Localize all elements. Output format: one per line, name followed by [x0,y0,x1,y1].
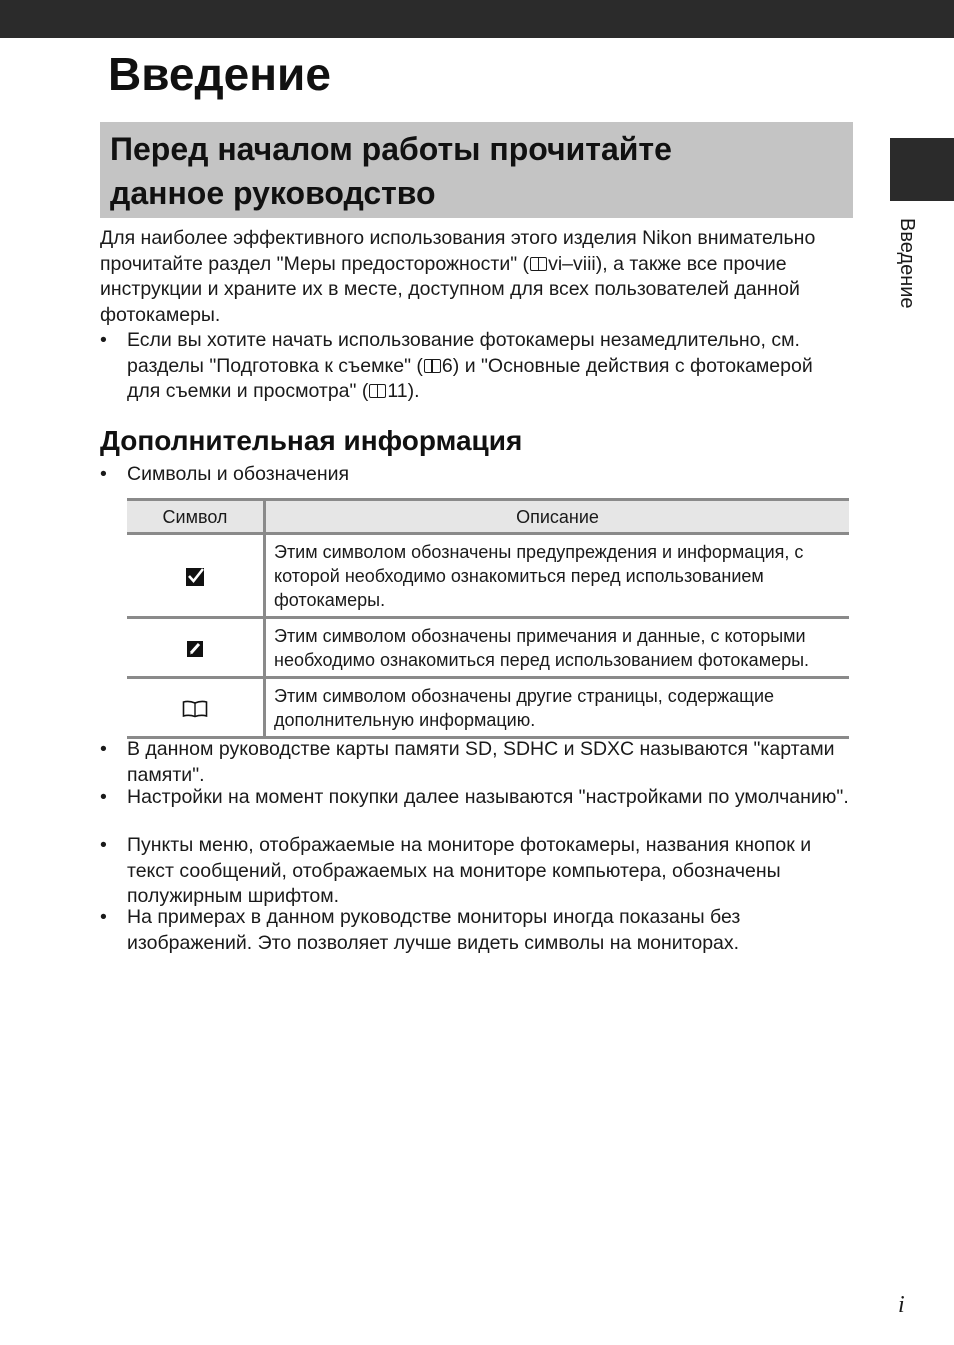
bullet-text: Символы и обозначения [127,463,350,485]
list-item [100,737,850,788]
note-pencil-icon [186,640,204,658]
intro-text-part2: ), а также все прочие инструкции и храните их в месте, доступном для всех пользователей данной фотокамеры. [100,252,800,326]
symbol-cell [127,618,265,678]
description-cell: Этим символом обозначены примечания и данные, с которыми необходимо ознакомиться перед использованием фотокамеры. [265,618,850,678]
bullet-text [127,328,850,405]
symbol-cell [127,678,265,738]
section-banner [100,122,853,218]
intro-ref: vi–viii [548,252,596,275]
bullet-text: На примерах в данном руководстве мониторы иногда показаны без изображений. Это позволяет лучше видеть символы на мониторах. [127,906,741,954]
section-title [110,127,843,215]
bullet-text: Настройки на момент покупки далее называются "настройками по умолчанию". [127,786,849,808]
table-row [127,618,849,678]
book-reference-icon [182,700,208,718]
book-reference-icon [424,359,441,373]
section-title-line2: данное руководство [110,175,436,211]
table-header-row [127,500,849,534]
list-item [100,833,850,910]
top-header-bar [0,0,954,38]
additional-info-heading: Дополнительная информация [100,425,523,456]
section-title-line1: Перед началом работы прочитайте [110,131,672,167]
intro-paragraph [100,226,850,328]
bullet-start-part1: Если вы хотите начать использование фотокамеры незамедлительно, см. разделы "Подготовка к съемке" ( [127,329,800,377]
description-cell: Этим символом обозначены предупреждения и информация, с которой необходимо ознакомиться перед использованием фотокамеры. [265,534,850,618]
bullet-text: Пункты меню, отображаемые на мониторе фотокамеры, названия кнопок и текст сообщений, отображаемых на мониторе компьютера, обозначены полужирным шрифтом. [127,834,812,907]
book-reference-icon [530,257,547,271]
list-item [100,462,850,488]
table-row [127,534,849,618]
intro-text-part1: Для наиболее эффективного использования этого изделия Nikon внимательно прочитайте раздел "Меры предосторожности" ( [100,227,816,275]
list-item [100,905,850,956]
table-row [127,678,849,738]
chapter-side-label: Введение [896,218,918,309]
page-number: i [898,1292,905,1318]
bullet-start-ref2: 11 [387,380,408,402]
symbol-cell [127,534,265,618]
bullet-dot: • [100,786,107,808]
bullet-dot: • [100,738,107,760]
bullet-start-part2: ) и "Основные действия с фотокамерой для съемки и просмотра" ( [127,354,813,402]
symbols-table [127,498,849,739]
book-reference-icon [369,384,386,398]
header-description: Описание [265,500,850,534]
chapter-side-tab [890,138,954,201]
bullet-start-part3: ). [407,380,420,402]
header-symbol: Символ [127,500,265,534]
chapter-title: Введение [108,48,331,100]
bullet-dot: • [100,463,107,485]
bullet-text: В данном руководстве карты памяти SD, SDHC и SDXC называются "картами памяти". [127,738,835,786]
bullet-dot: • [100,834,107,856]
list-item [100,785,850,811]
caution-check-icon [185,567,205,587]
bullet-start-ref1: 6 [441,354,453,377]
list-item [100,328,850,405]
bullet-dot: • [100,906,107,928]
bullet-dot: • [100,329,107,351]
description-cell: Этим символом обозначены другие страницы, содержащие дополнительную информацию. [265,678,850,738]
